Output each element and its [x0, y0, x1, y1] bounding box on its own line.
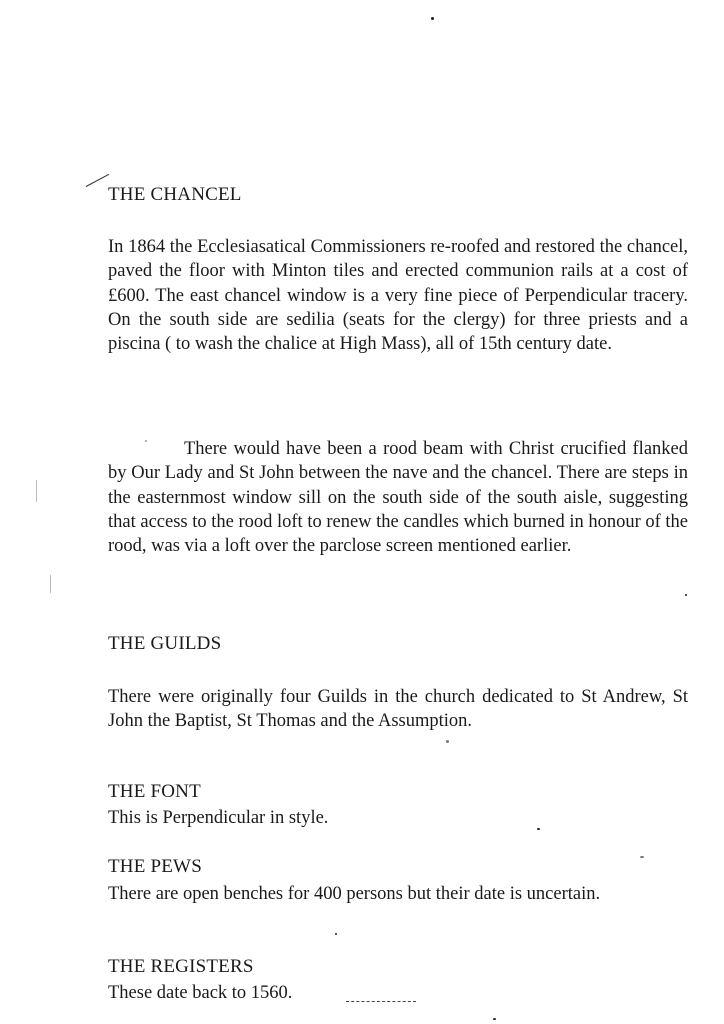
scan-speck [446, 740, 449, 743]
font-paragraph: This is Perpendicular in style. [108, 808, 329, 828]
pen-mark [86, 174, 109, 187]
registers-heading: THE REGISTERS [108, 956, 254, 977]
chancel-heading: THE CHANCEL [108, 184, 242, 205]
scan-speck [493, 1018, 496, 1020]
scan-speck [640, 856, 644, 858]
registers-paragraph: These date back to 1560. [108, 983, 293, 1003]
chancel-paragraph-1: In 1864 the Ecclesiasatical Commissioners re-roofed and restored the chancel, paved the floor with Minton tiles and erected communion rails at a cost of £600. The east chancel window is a very fine piece of Perpendicular tracery. On the south side are sedilia (seats for the clergy) for three priests and a piscina ( to wash the chalice at High Mass), all of 15th century date. [108, 237, 688, 355]
scan-margin-mark [50, 575, 51, 593]
font-heading: THE FONT [108, 781, 201, 802]
pews-paragraph: There are open benches for 400 persons but their date is uncertain. [108, 884, 601, 904]
scan-margin-mark [36, 480, 37, 502]
guilds-heading: THE GUILDS [108, 633, 222, 654]
scan-speck [685, 594, 687, 596]
scan-speck [431, 17, 434, 20]
chancel-paragraph-2: There would have been a rood beam with Christ crucified flanked by Our Lady and St John between the nave and the chancel. There are steps in the easternmost window sill on the south side of the south aisle, suggesting that access to the rood loft to renew the candles which burned in honour of the rood, was via a loft over the parclose screen mentioned earlier. [108, 439, 689, 557]
pews-heading: THE PEWS [108, 856, 202, 877]
guilds-paragraph: There were originally four Guilds in the church dedicated to St Andrew, St John the Baptist, St Thomas and the Assumption. [108, 687, 688, 732]
scan-speck [335, 933, 337, 935]
